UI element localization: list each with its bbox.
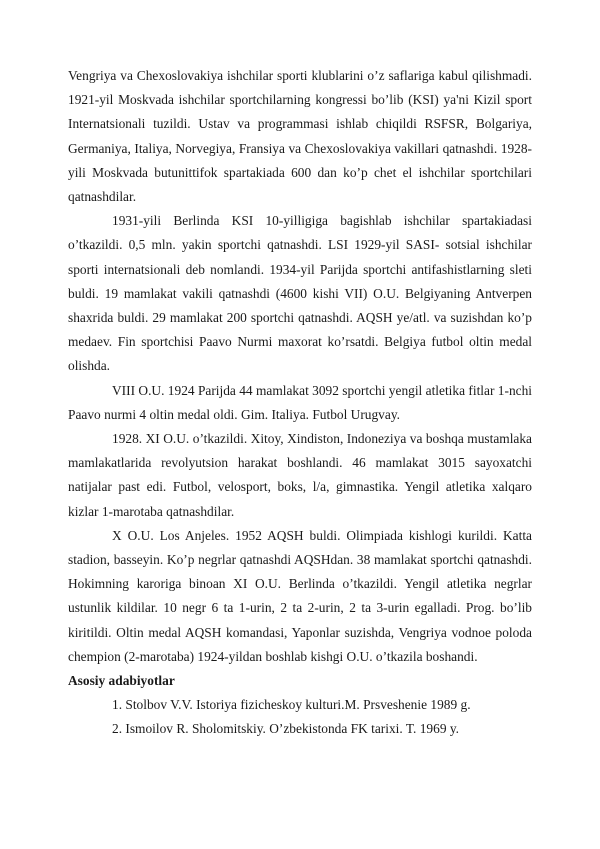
reference-item-1: 1. Stolbov V.V. Istoriya fizicheskoy kulturi.M. Prsveshenie 1989 g.	[112, 697, 471, 713]
reference-item-2: 2. Ismoilov R. Sholomitskiy. O’zbekistonda FK tarixi. T. 1969 y.	[112, 721, 460, 737]
paragraph-2: 1931-yili Berlinda KSI 10-yilligiga bagishlab ishchilar spartakiadasi o’tkazildi. 0,5 mln. yakin sportchi qatnashdi. LSI 1929-yil SASI- sotsial ishchilar sporti internatsionali deb nomlandi. 1934-yil Parijda sportchi antifashistlarning sleti buldi. 19 mamlakat vakili qatnashdi (4600 kishi VII) O.U. Belgiyaning Antverpen shaxrida buldi. 29 mamlakat 200 sportchi qatnashdi. AQSH ye/atl. va suzishdan ko’p medaev. Fin sportchisi Paavo Nurmi maxorat ko’rsatdi. Belgiya futbol oltin medal olishda.	[68, 213, 532, 374]
paragraph-3: VIII O.U. 1924 Parijda 44 mamlakat 3092 sportchi yengil atletika fitlar 1-nchi Paavo nurmi 4 oltin medal oldi. Gim. Italiya. Futbol Urugvay.	[68, 382, 532, 422]
paragraph-5: X O.U. Los Anjeles. 1952 AQSH buldi. Olimpiada kishlogi kurildi. Katta stadion, basseyin. Ko’p negrlar qatnashdi AQSHdan. 38 mamlakat sportchi qatnashdi. Hokimning karoriga binoan XI O.U. Berlinda o’tkazildi. Yengil atletika negrlar ustunlik kildilar. 10 negr 6 ta 1-urin, 2 ta 2-urin, 2 ta 3-urin egalladi. Prog. bo’lib kiritildi. Oltin medal AQSH komandasi, Yaponlar suzishda, Vengriya vodnoe poloda chempion (2-marotaba) 1924-yildan boshlab kishgi O.U. o’tkazila boshandi.	[68, 527, 532, 664]
document-page	[68, 64, 532, 742]
references-heading: Asosiy adabiyotlar	[68, 673, 175, 689]
paragraph-1: Vengriya va Chexoslovakiya ishchilar sporti klublarini o’z saflariga kabul qilishmadi. 1921-yil Moskvada ishchilar sportchilarning kongressi bo’lib (KSI) ya'ni Kizil sport Internatsionali tuzildi. Ustav va programmasi ishlab chiqildi RSFSR, Bolgariya, Germaniya, Italiya, Norvegiya, Fransiya va Chexoslovakiya vakillari qatnashdi. 1928-yili Moskvada butunittifok spartakiada 600 dan ko’p chet el ishchilar sportchilari qatnashdilar.	[68, 68, 532, 205]
paragraph-4: 1928. XI O.U. o’tkazildi. Xitoy, Xindiston, Indoneziya va boshqa mustamlaka mamlakatlarida revolyutsion harakat boshlandi. 46 mamlakat 3015 sayoxatchi natijalar past edi. Futbol, velosport, boks, l/a, gimnastika. Yengil atletika xalqaro kizlar 1-marotaba qatnashdilar.	[68, 431, 532, 519]
